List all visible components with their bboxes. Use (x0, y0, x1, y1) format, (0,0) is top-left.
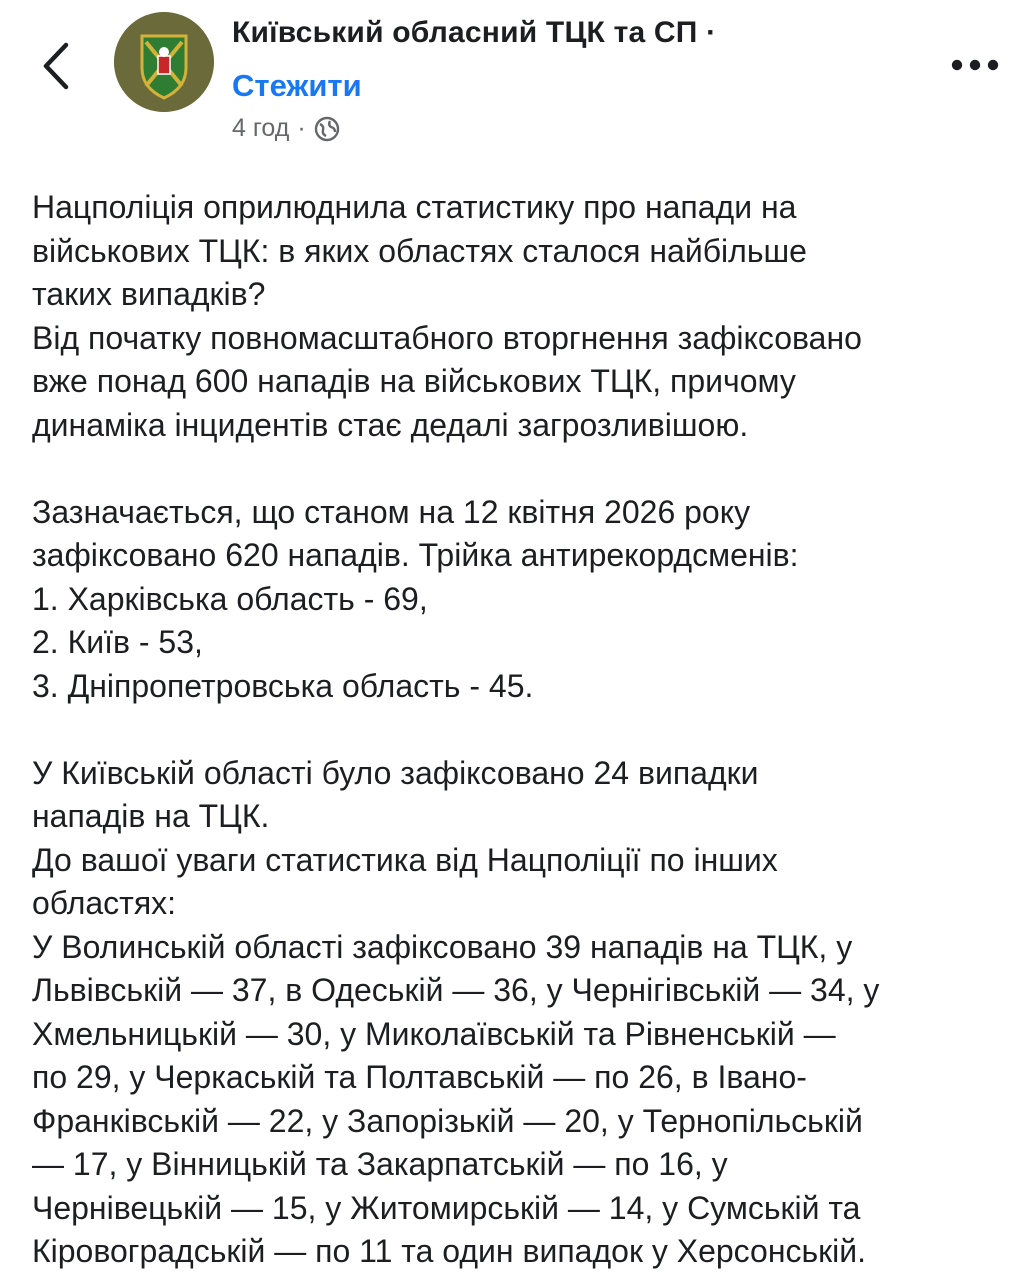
more-options-button[interactable] (948, 50, 1002, 80)
post-line: — 17, у Вінницькій та Закарпатській — по 16, у (32, 1146, 728, 1182)
paragraph-gap (32, 447, 1022, 491)
chevron-left-icon (41, 41, 71, 91)
post-line: областях: (32, 885, 177, 921)
post-meta (232, 114, 340, 143)
post-timestamp[interactable]: 4 год (232, 114, 290, 142)
post-line: таких випадків? (32, 276, 266, 312)
post-line: Львівській — 37, в Одеській — 36, у Чернігівській — 34, у (32, 972, 880, 1008)
title-separator: · (706, 16, 717, 49)
post-line: зафіксовано 620 нападів. Трійка антирекордсменів: (32, 537, 799, 573)
follow-button[interactable]: Стежити (232, 68, 362, 103)
back-button[interactable] (36, 38, 76, 94)
globe-icon (314, 116, 340, 142)
post-line: Кіровоградській — по 11 та один випадок у Херсонській. (32, 1233, 867, 1269)
post-line: динаміка інцидентів стає дедалі загрозливішою. (32, 406, 749, 443)
post-line: У Волинській області зафіксовано 39 нападів на ТЦК, у (32, 928, 853, 965)
page-title[interactable] (232, 16, 716, 50)
post-text (32, 186, 1022, 1274)
list-item: 2. Київ - 53, (32, 624, 203, 660)
paragraph-gap (32, 708, 1022, 752)
post-line: До вашої уваги статистика від Нацполіції по інших (32, 841, 778, 878)
list-item: 1. Харківська область - 69, (32, 580, 428, 617)
post-line: Від початку повномасштабного вторгнення зафіксовано (32, 319, 862, 356)
avatar[interactable] (114, 12, 214, 112)
post-line: У Київській області було зафіксовано 24 випадки (32, 754, 759, 791)
post-line: Хмельницькій — 30, у Миколаївській та Рівненській — (32, 1015, 836, 1052)
page-name[interactable]: Київський обласний ТЦК та СП (232, 16, 698, 49)
post-line: військових ТЦК: в яких областях сталося найбільше (32, 232, 807, 269)
post-line: Нацполіція оприлюднила статистику про напади на (32, 189, 797, 225)
post-line: вже понад 600 нападів на військових ТЦК, причому (32, 363, 796, 399)
post-line: по 29, у Черкаській та Полтавській — по 26, в Івано- (32, 1059, 807, 1095)
post-line: Чернівецькій — 15, у Житомирській — 14, у Сумській та (32, 1189, 861, 1226)
post-line: Франківській — 22, у Запорізькій — 20, у Тернопільській (32, 1102, 863, 1139)
coat-of-arms-emblem (114, 12, 214, 112)
post-header (0, 0, 1033, 160)
post-line: Зазначається, що станом на 12 квітня 2026 року (32, 493, 751, 530)
post-line: нападів на ТЦК. (32, 798, 270, 834)
more-horizontal-icon (950, 58, 1000, 72)
meta-separator: · (297, 114, 306, 142)
list-item: 3. Дніпропетровська область - 45. (32, 667, 534, 704)
